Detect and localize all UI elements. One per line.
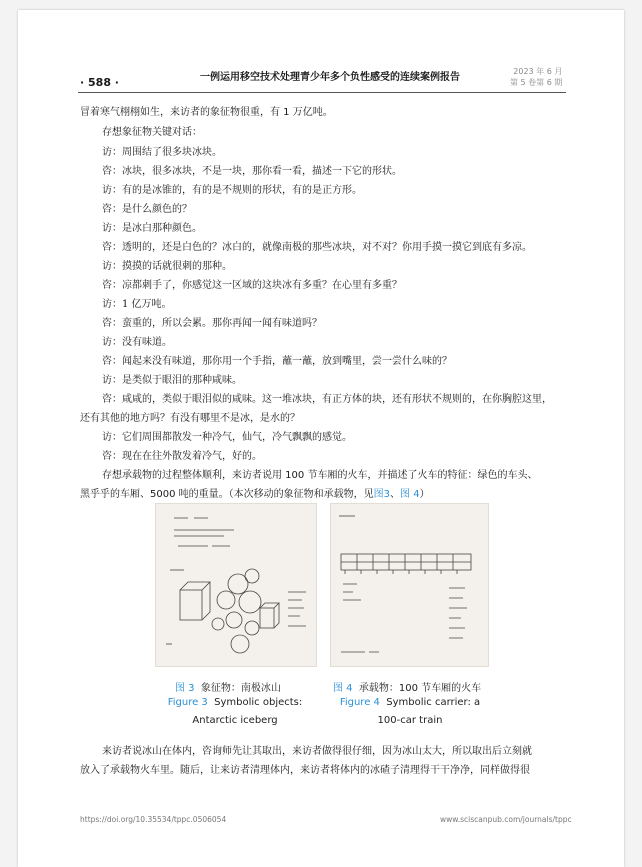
figure4-number-cn: 图 4 bbox=[333, 683, 353, 694]
figure4-caption-en bbox=[330, 697, 490, 708]
figure4-number-en: Figure 4 bbox=[339, 697, 380, 708]
dialogue-line: 咨：凉都刺手了，你感觉这一区域的这块冰有多重？在心里有多重？ bbox=[102, 280, 402, 291]
dialogue-line: 访：有的是冰锥的，有的是不规则的形状，有的是正方形。 bbox=[102, 185, 362, 196]
figure3-ref-link[interactable]: 图3 bbox=[373, 489, 391, 500]
issue-volume: 第 5 卷第 6 期 bbox=[510, 78, 563, 87]
figure3-number-cn: 图 3 bbox=[175, 683, 195, 694]
dialogue-line: 访：没有味道。 bbox=[102, 337, 172, 348]
dialogue-heading: 存想象征物关键对话： bbox=[102, 127, 202, 138]
body-text: 、 bbox=[390, 489, 401, 500]
doi-link[interactable]: https://doi.org/10.35534/tppc.0506054 bbox=[80, 815, 227, 824]
dialogue-line: 还有其他的地方吗？有没有哪里不是冰，是水的？ bbox=[80, 413, 300, 424]
figure3-caption-en bbox=[160, 697, 310, 708]
figure3-title-en-line1: Symbolic objects: bbox=[214, 697, 303, 708]
issue-info bbox=[510, 66, 562, 88]
dialogue-line: 访：1 亿万吨。 bbox=[102, 299, 172, 310]
page-number: · 588 · bbox=[80, 76, 119, 89]
figure4-title-en-line2: 100-car train bbox=[377, 715, 443, 726]
figure3-caption-cn bbox=[175, 679, 281, 694]
body-line bbox=[80, 488, 430, 502]
dialogue-line: 咨：现在在往外散发着冷气，好的。 bbox=[102, 451, 262, 462]
dialogue-line: 咨：咸咸的，类似于眼泪似的咸味。这一堆冰块，有正方体的块，还有形状不规则的，在你胸腔这里， bbox=[102, 394, 552, 405]
figure3-number-en: Figure 3 bbox=[167, 697, 208, 708]
figure4-ref-link[interactable]: 图 4 bbox=[400, 489, 420, 500]
figure3-title-en-line2: Antarctic iceberg bbox=[192, 715, 278, 726]
train-sketch bbox=[331, 504, 488, 666]
dialogue-line: 咨：闻起来没有味道，那你用一个手指，蘸一蘸，放到嘴里，尝一尝什么味的？ bbox=[102, 356, 452, 367]
dialogue-line: 访：周围结了很多块冰块。 bbox=[102, 147, 222, 158]
dialogue-line: 访：是类似于眼泪的那种咸味。 bbox=[102, 375, 242, 386]
dialogue-line: 咨：冰块，很多冰块，不是一块，那你看一看，描述一下它的形状。 bbox=[102, 166, 402, 177]
dialogue-line: 访：摸摸的话就很刺的那种。 bbox=[102, 261, 232, 272]
figure3-image bbox=[155, 503, 317, 667]
dialogue-line: 咨：透明的，还是白色的？冰白的，就像南极的那些冰块，对不对？你用手摸一摸它到底有多凉。 bbox=[102, 242, 532, 253]
body-line: 放入了承载物火车里。随后，让来访者清理体内，来访者将体内的冰碴子清理得干干净净，同样做得很 bbox=[80, 765, 530, 776]
dialogue-line: 咨：蛮重的，所以会累。那你再闻一闻有味道吗？ bbox=[102, 318, 322, 329]
figure4-title-cn: 承载物：100 节车厢的火车 bbox=[358, 683, 482, 694]
figure3-title-cn: 象征物：南极冰山 bbox=[200, 683, 281, 694]
iceberg-sketch bbox=[156, 504, 316, 666]
figure4-image bbox=[330, 503, 489, 667]
dialogue-line: 访：它们周围都散发一种冷气，仙气，冷气飘飘的感觉。 bbox=[102, 432, 352, 443]
figure4-title-en-line1: Symbolic carrier: a bbox=[386, 697, 481, 708]
issue-date: 2023 年 6 月 bbox=[513, 67, 563, 76]
journal-site-link[interactable]: www.sciscanpub.com/journals/tppc bbox=[440, 815, 572, 824]
figure4-caption-cn bbox=[333, 679, 481, 694]
running-title: 一例运用移空技术处理青少年多个负性感受的连续案例报告 bbox=[200, 72, 460, 83]
body-line: 存想承载物的过程整体顺利，来访者说用 100 节车厢的火车，并描述了火车的特征：绿色的车头、 bbox=[102, 470, 538, 481]
body-text: ） bbox=[419, 489, 430, 500]
body-line: 来访者说冰山在体内，咨询师先让其取出，来访者做得很仔细，因为冰山太大，所以取出后立刻就 bbox=[102, 746, 532, 757]
dialogue-line: 访：是冰白那种颜色。 bbox=[102, 223, 202, 234]
body-line: 冒着寒气栩栩如生，来访者的象征物很重，有 1 万亿吨。 bbox=[80, 107, 333, 118]
body-text: 黑乎乎的车厢、5000 吨的重量。（本次移动的象征物和承载物，见 bbox=[80, 489, 374, 500]
dialogue-line: 咨：是什么颜色的？ bbox=[102, 204, 192, 215]
header-rule bbox=[78, 92, 566, 93]
